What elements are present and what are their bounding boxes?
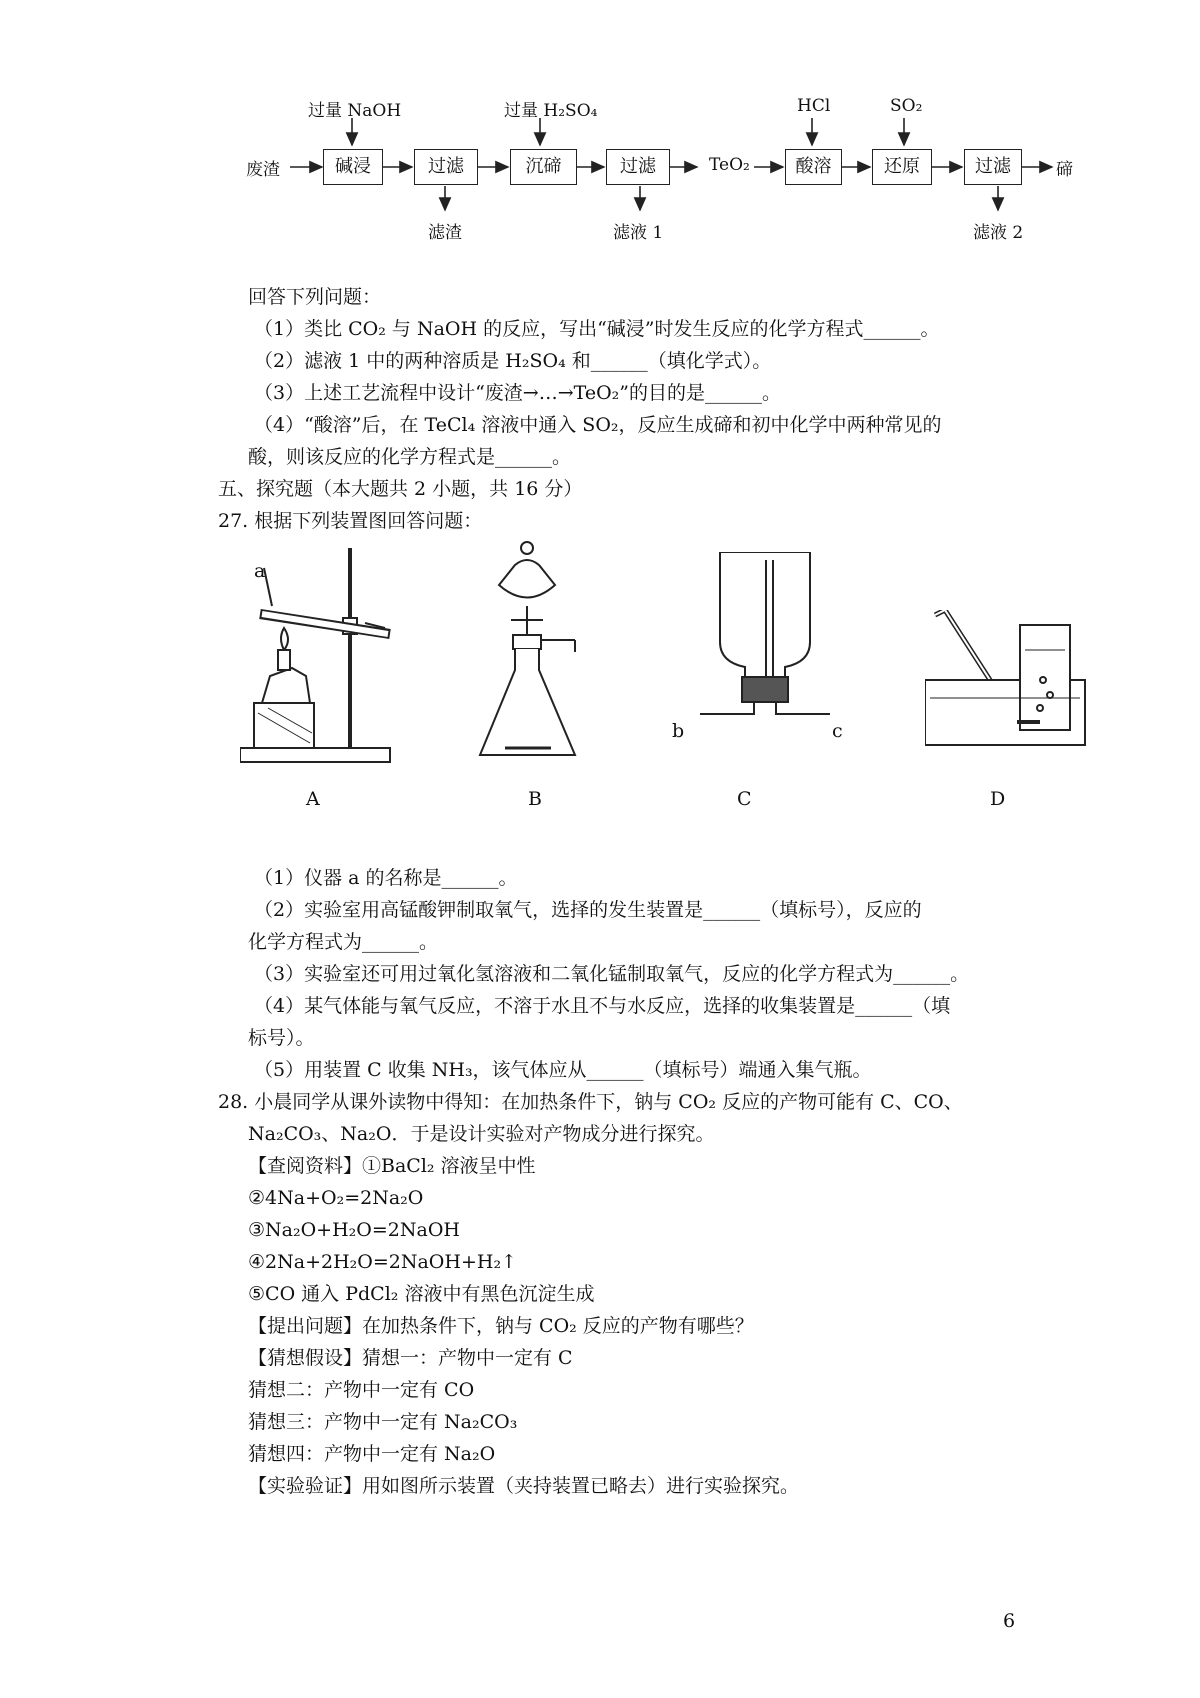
q28-line2: Na₂CO₃、Na₂O．于是设计实验对产物成分进行探究。 bbox=[248, 1123, 715, 1145]
q27-sub2-line2: 化学方程式为______。 bbox=[248, 931, 439, 953]
q26-intro: 回答下列问题： bbox=[248, 286, 382, 308]
q27-title: 27. 根据下列装置图回答问题： bbox=[218, 510, 483, 532]
q27-sub5: （5）用装置 C 收集 NH₃，该气体应从______（填标号）端通入集气瓶。 bbox=[254, 1059, 872, 1081]
flowchart-arrows bbox=[0, 0, 1200, 250]
q27-sub4-line1: （4）某气体能与氧气反应，不溶于水且不与水反应，选择的收集装置是______（填 bbox=[254, 995, 951, 1017]
apparatus-c-label: C bbox=[737, 788, 752, 810]
apparatus-a-label: A bbox=[306, 788, 320, 810]
start-material-label: 废渣 bbox=[246, 160, 280, 180]
q26-sub4-line2: 酸，则该反应的化学方程式是______。 bbox=[248, 446, 572, 468]
q27-sub1: （1）仪器 a 的名称是______。 bbox=[254, 867, 518, 889]
apparatus-b-label: B bbox=[528, 788, 542, 810]
apparatus-d-label: D bbox=[990, 788, 1006, 810]
q26-sub1: （1）类比 CO₂ 与 NaOH 的反应，写出“碱浸”时发生反应的化学方程式______。 bbox=[254, 318, 940, 340]
apparatus-d-figure bbox=[925, 610, 1095, 750]
input-naoh-label: 过量 NaOH bbox=[308, 101, 402, 121]
q28-hypothesis-4: 猜想四：产物中一定有 Na₂O bbox=[248, 1443, 496, 1465]
q27-sub3: （3）实验室还可用过氧化氢溶液和二氧化锰制取氧气，反应的化学方程式为______。 bbox=[254, 963, 970, 985]
flow-box-acid-dissolve: 酸溶 bbox=[785, 149, 842, 185]
output-filtrate2-label: 滤液 2 bbox=[973, 223, 1024, 243]
flow-box-filter-3: 过滤 bbox=[964, 149, 1022, 185]
q28-reference-2: ②4Na+O₂=2Na₂O bbox=[248, 1187, 424, 1209]
flow-box-alkali-leach: 碱浸 bbox=[323, 149, 383, 185]
apparatus-b-figure bbox=[475, 540, 605, 770]
input-hcl-label: HCl bbox=[797, 96, 831, 116]
flow-box-precipitate: 沉碲 bbox=[510, 149, 577, 185]
q28-hypothesis-3: 猜想三：产物中一定有 Na₂CO₃ bbox=[248, 1411, 518, 1433]
q28-hypothesis-2: 猜想二：产物中一定有 CO bbox=[248, 1379, 475, 1401]
q28-line1: 28. 小晨同学从课外读物中得知：在加热条件下，钠与 CO₂ 反应的产物可能有 C、CO、 bbox=[218, 1091, 963, 1113]
page-number: 6 bbox=[1003, 1610, 1016, 1632]
port-b-label: b bbox=[672, 720, 685, 742]
flow-box-reduce: 还原 bbox=[872, 149, 932, 185]
apparatus-c-figure bbox=[690, 552, 850, 732]
q28-reference-3: ③Na₂O+H₂O=2NaOH bbox=[248, 1219, 460, 1241]
q26-sub4-line1: （4）“酸溶”后，在 TeCl₄ 溶液中通入 SO₂，反应生成碲和初中化学中两种常见的 bbox=[254, 414, 942, 436]
section-5-heading: 五、探究题（本大题共 2 小题，共 16 分） bbox=[218, 478, 583, 500]
q28-experiment: 【实验验证】用如图所示装置（夹持装置已略去）进行实验探究。 bbox=[248, 1475, 800, 1497]
apparatus-a-figure bbox=[240, 548, 410, 773]
intermediate-teo2-label: TeO₂ bbox=[709, 155, 750, 175]
q28-reference-4: ④2Na+2H₂O=2NaOH+H₂↑ bbox=[248, 1251, 517, 1273]
q27-sub4-line2: 标号）。 bbox=[248, 1027, 315, 1049]
flow-box-filter-1: 过滤 bbox=[414, 149, 478, 185]
port-c-label: c bbox=[832, 720, 843, 742]
output-residue-label: 滤渣 bbox=[428, 223, 462, 243]
instrument-a-label: a bbox=[254, 560, 266, 582]
q28-reference-5: ⑤CO 通入 PdCl₂ 溶液中有黑色沉淀生成 bbox=[248, 1283, 595, 1305]
q26-sub3: （3）上述工艺流程中设计“废渣→…→TeO₂”的目的是______。 bbox=[254, 382, 781, 404]
end-product-label: 碲 bbox=[1056, 160, 1073, 180]
output-filtrate1-label: 滤液 1 bbox=[613, 223, 664, 243]
q28-reference-1: 【查阅资料】①BaCl₂ 溶液呈中性 bbox=[248, 1155, 536, 1177]
q28-question: 【提出问题】在加热条件下，钠与 CO₂ 反应的产物有哪些？ bbox=[248, 1315, 754, 1337]
q26-sub2: （2）滤液 1 中的两种溶质是 H₂SO₄ 和______（填化学式）。 bbox=[254, 350, 772, 372]
q28-hypothesis-1: 【猜想假设】猜想一：产物中一定有 C bbox=[248, 1347, 573, 1369]
q27-sub2-line1: （2）实验室用高锰酸钾制取氧气，选择的发生装置是______（填标号），反应的 bbox=[254, 899, 922, 921]
flow-box-filter-2: 过滤 bbox=[606, 149, 670, 185]
input-so2-label: SO₂ bbox=[890, 96, 923, 116]
input-h2so4-label: 过量 H₂SO₄ bbox=[504, 101, 598, 121]
